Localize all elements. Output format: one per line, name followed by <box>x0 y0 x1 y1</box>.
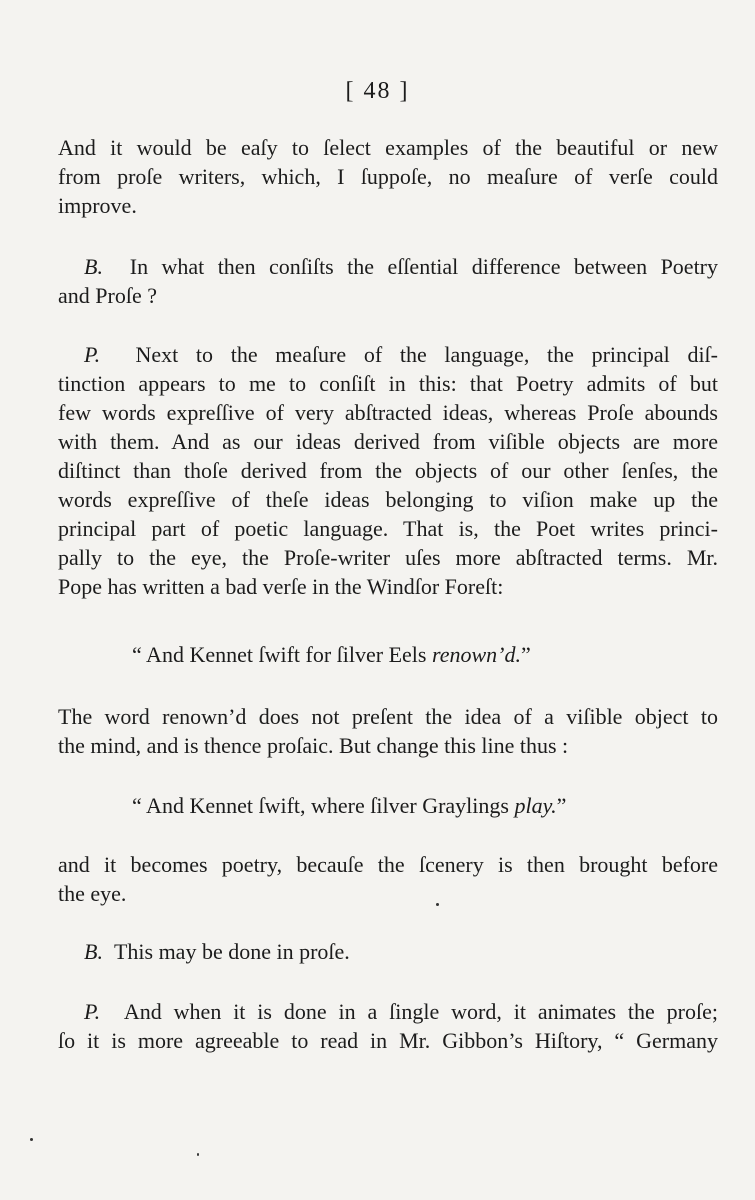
text-line: words expreſſive of theſe ideas belonging to viſion make up the <box>58 487 718 512</box>
verse-quote-1 <box>132 640 531 669</box>
text-line: improve. <box>58 193 137 218</box>
speaker-label: P. <box>84 342 101 367</box>
text-line: few words expreſſive of very abſtracted ideas, whereas Proſe abounds <box>58 400 718 425</box>
paragraph-4 <box>58 702 718 760</box>
paragraph-1 <box>58 133 718 220</box>
text-run: Next to the meaſure of the language, the principal diſ- <box>135 342 718 367</box>
quote-text: “ And Kennet ſwift for ſilver Eels <box>132 642 432 667</box>
text-line: The word renown’d does not preſent the idea of a viſible object to <box>58 704 718 729</box>
quote-close: ” <box>556 793 567 818</box>
paragraph-3 <box>58 340 718 601</box>
speaker-label: P. <box>84 999 101 1024</box>
text-line: the eye. <box>58 881 127 906</box>
text-line: pally to the eye, the Proſe-writer uſes more abſtracted terms. Mr. <box>58 545 718 570</box>
text-line: principal part of poetic language. That is, the Poet writes princi- <box>58 516 718 541</box>
ink-speck <box>30 1138 33 1141</box>
text-line: with them. And as our ideas derived from viſible objects are more <box>58 429 718 454</box>
speaker-label: B. <box>84 254 103 279</box>
text-line <box>58 252 718 281</box>
quote-emphasis: play. <box>514 793 557 818</box>
quote-text: “ And Kennet ſwift, where ſilver Graylings <box>132 793 515 818</box>
text-line: the mind, and is thence proſaic. But change this line thus : <box>58 733 569 758</box>
text-line: from proſe writers, which, I ſuppoſe, no meaſure of verſe could <box>58 164 718 189</box>
paragraph-6 <box>58 937 718 966</box>
text-line <box>58 997 718 1026</box>
text-run: And when it is done in a ſingle word, it animates the proſe; <box>123 999 719 1024</box>
text-line: and it becomes poetry, becauſe the ſcenery is then brought before <box>58 852 718 877</box>
quote-close: ” <box>521 642 531 667</box>
text-line: and Proſe ? <box>58 283 157 308</box>
paragraph-2 <box>58 252 718 310</box>
text-run: In what then conſiſts the eſſential difference between Poetry <box>129 254 719 279</box>
text-line <box>58 937 718 966</box>
paragraph-7 <box>58 997 718 1055</box>
ink-speck <box>436 903 439 906</box>
text-line <box>58 340 718 369</box>
text-run: This may be done in proſe. <box>113 939 350 964</box>
text-line: Pope has written a bad verſe in the Windſor Foreſt: <box>58 574 504 599</box>
text-line: And it would be eaſy to ſelect examples of the beautiful or new <box>58 135 718 160</box>
verse-quote-2 <box>132 791 566 820</box>
quote-emphasis: renown’d. <box>431 642 521 667</box>
page-number: [ 48 ] <box>345 78 410 104</box>
ink-speck <box>197 1153 199 1156</box>
text-line: diſtinct than thoſe derived from the objects of our other ſenſes, the <box>58 458 718 483</box>
speaker-label: B. <box>84 939 103 964</box>
text-line: tinction appears to me to conſiſt in this: that Poetry admits of but <box>58 371 718 396</box>
text-line: ſo it is more agreeable to read in Mr. Gibbon’s Hiſtory, “ Germany <box>58 1028 718 1053</box>
paragraph-5 <box>58 850 718 908</box>
